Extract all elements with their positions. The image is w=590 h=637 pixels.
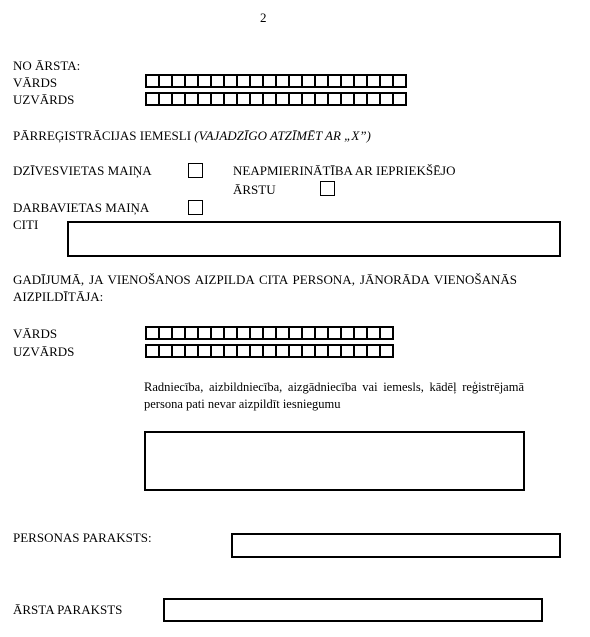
doctor-surname-cells[interactable] — [145, 92, 405, 106]
letter-cell[interactable] — [379, 344, 394, 358]
doctor-surname-label: UZVĀRDS — [13, 92, 75, 107]
letter-cell[interactable] — [379, 326, 394, 340]
residence-change-checkbox[interactable] — [188, 163, 203, 178]
doctor-signature-label: ĀRSTA PARAKSTS — [13, 602, 123, 617]
doctor-section-title: NO ĀRSTA: — [13, 58, 81, 73]
residence-change-label: DZĪVESVIETAS MAIŅA — [13, 163, 152, 178]
reasons-label — [13, 128, 371, 144]
dissatisfaction-checkbox[interactable] — [320, 181, 335, 196]
reasons-note: (VAJADZĪGO ATZĪMĒT AR „X”) — [194, 128, 371, 143]
dissatisfaction-label-line1: NEAPMIERINĀTĪBA AR IEPRIEKŠĒJO — [233, 163, 456, 178]
other-reason-label: CITI — [13, 217, 39, 232]
doctor-name-label: VĀRDS — [13, 75, 58, 90]
relation-description: Radniecība, aizbildniecība, aizgādniecība vai iemesls, kādēļ reģistrējamā persona pati nevar aizpildīt iesniegumu — [144, 380, 524, 411]
workplace-change-checkbox[interactable] — [188, 200, 203, 215]
doctor-signature-field[interactable] — [163, 598, 543, 622]
doctor-name-cells[interactable] — [145, 74, 405, 88]
filler-name-label: VĀRDS — [13, 326, 58, 341]
filler-surname-label: UZVĀRDS — [13, 344, 75, 359]
workplace-change-label: DARBAVIETAS MAIŅA — [13, 200, 150, 215]
other-reason-field[interactable] — [67, 221, 561, 257]
filler-name-cells[interactable] — [145, 326, 392, 340]
filler-surname-cells[interactable] — [145, 344, 392, 358]
other-person-notice: GADĪJUMĀ, JA VIENOŠANOS AIZPILDA CITA PERSONA, JĀNORĀDA VIENOŠANĀS AIZPILDĪTĀJA: — [13, 272, 517, 304]
letter-cell[interactable] — [392, 74, 407, 88]
relation-field[interactable] — [144, 431, 525, 491]
page-number: 2 — [260, 10, 267, 25]
person-signature-label: PERSONAS PARAKSTS: — [13, 530, 152, 545]
dissatisfaction-label-line2: ĀRSTU — [233, 182, 276, 197]
letter-cell[interactable] — [392, 92, 407, 106]
person-signature-field[interactable] — [231, 533, 561, 558]
reasons-label-text: PĀRREĢISTRĀCIJAS IEMESLI — [13, 128, 192, 143]
